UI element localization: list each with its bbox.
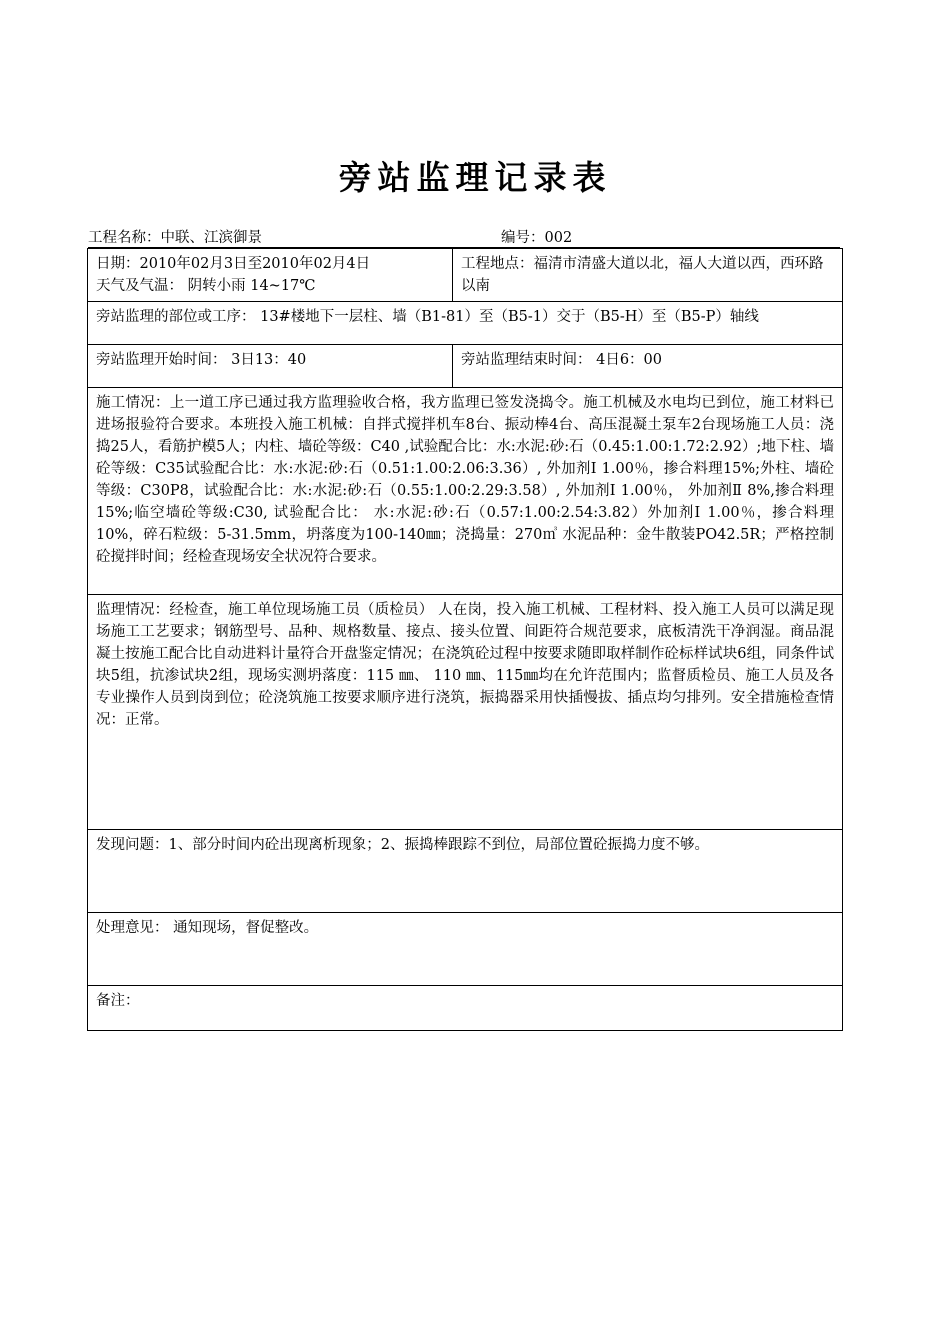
end-time: 旁站监理结束时间： 4日6：00 [453,345,843,388]
supervision-status: 监理情况：经检查，施工单位现场施工员（质检员） 人在岗，投入施工机械、工程材料、投入施工人员可以满足现场施工工艺要求；钢筋型号、品种、规格数量、接点、接头位置、间距符合规范要求，底板清洗干净润湿。商品混凝土按施工配合比自动进料计量符合开盘鉴定情况；在浇筑砼过程中按要求随即取样制作砼标样试块6组，同条件试块5组，抗渗试块2组，现场实测坍落度：115 ㎜、 110 ㎜、115㎜均在允许范围内；监督质检员、施工人员及各专业操作人员到岗到位；砼浇筑施工按要求顺序进行浇筑，振捣器采用快插慢拔、插点均匀排列。安全措施检查情况：正常。 [88,595,843,830]
project-header [88,226,840,248]
row-problems [88,830,843,913]
weather-text: 天气及气温： 阴转小雨 14~17℃ [96,278,316,294]
project-name: 工程名称：中联、江滨御景 [88,230,262,246]
construction-status: 施工情况：上一道工序已通过我方监理验收合格，我方监理已签发浇捣令。施工机械及水电均已到位，施工材料已进场报验符合要求。本班投入施工机械：自拌式搅拌机车8台、振动棒4台、高压混凝土泵车2台现场施工人员：浇捣25人，看筋护模5人；内柱、墙砼等级：C40 ,试验配合比：水:水泥:砂:石（0.45:1.00:1.72:2.92）;地下柱、墙砼等级：C35试验配合比：水:水泥:砂:石（0.51:1.00:2.06:3.36）, 外加剂Ⅰ 1.00％，掺合料理15%;外柱、墙砼等级：C30P8，试验配合比：水:水泥:砂:石（0.55:1.00:2.29:3.58）, 外加剂Ⅰ 1.00％， 外加剂Ⅱ 8%,掺合料理15%;临空墙砼等级:C30, 试验配合比： 水:水泥:砂:石（0.57:1.00:2.54:3.82）外加剂Ⅰ 1.00％，掺合料理10%，碎石粒级：5-31.5mm，坍落度为100-140㎜；浇捣量：270㎥ 水泥品种：金牛散装PO42.5R；严格控制砼搅拌时间；经检查现场安全状况符合要求。 [88,388,843,595]
serial-number: 编号：002 [501,230,573,246]
row-supervision [88,595,843,830]
date-text: 日期：2010年02月3日至2010年02月4日 [96,256,371,272]
page-title: 旁站监理记录表 [338,158,612,197]
row-date-location [88,249,843,302]
location-text: 工程地点：福清市清盛大道以北，福人大道以西，西环路以南 [453,249,843,302]
record-table [87,248,843,1031]
supervised-part: 旁站监理的部位或工序： 13#楼地下一层柱、墙（B1-81）至（B5-1）交于（B5-H）至（B5-P）轴线 [88,302,843,345]
row-time [88,345,843,388]
start-time: 旁站监理开始时间： 3日13：40 [88,345,453,388]
cell-date-weather [88,249,453,302]
row-part [88,302,843,345]
problems-found: 发现问题：1、部分时间内砼出现离析现象；2、振捣棒跟踪不到位，局部位置砼振捣力度不够。 [88,830,843,913]
row-remarks [88,986,843,1031]
row-construction [88,388,843,595]
remarks: 备注： [88,986,843,1031]
handling-opinion: 处理意见： 通知现场，督促整改。 [88,913,843,986]
row-handling [88,913,843,986]
